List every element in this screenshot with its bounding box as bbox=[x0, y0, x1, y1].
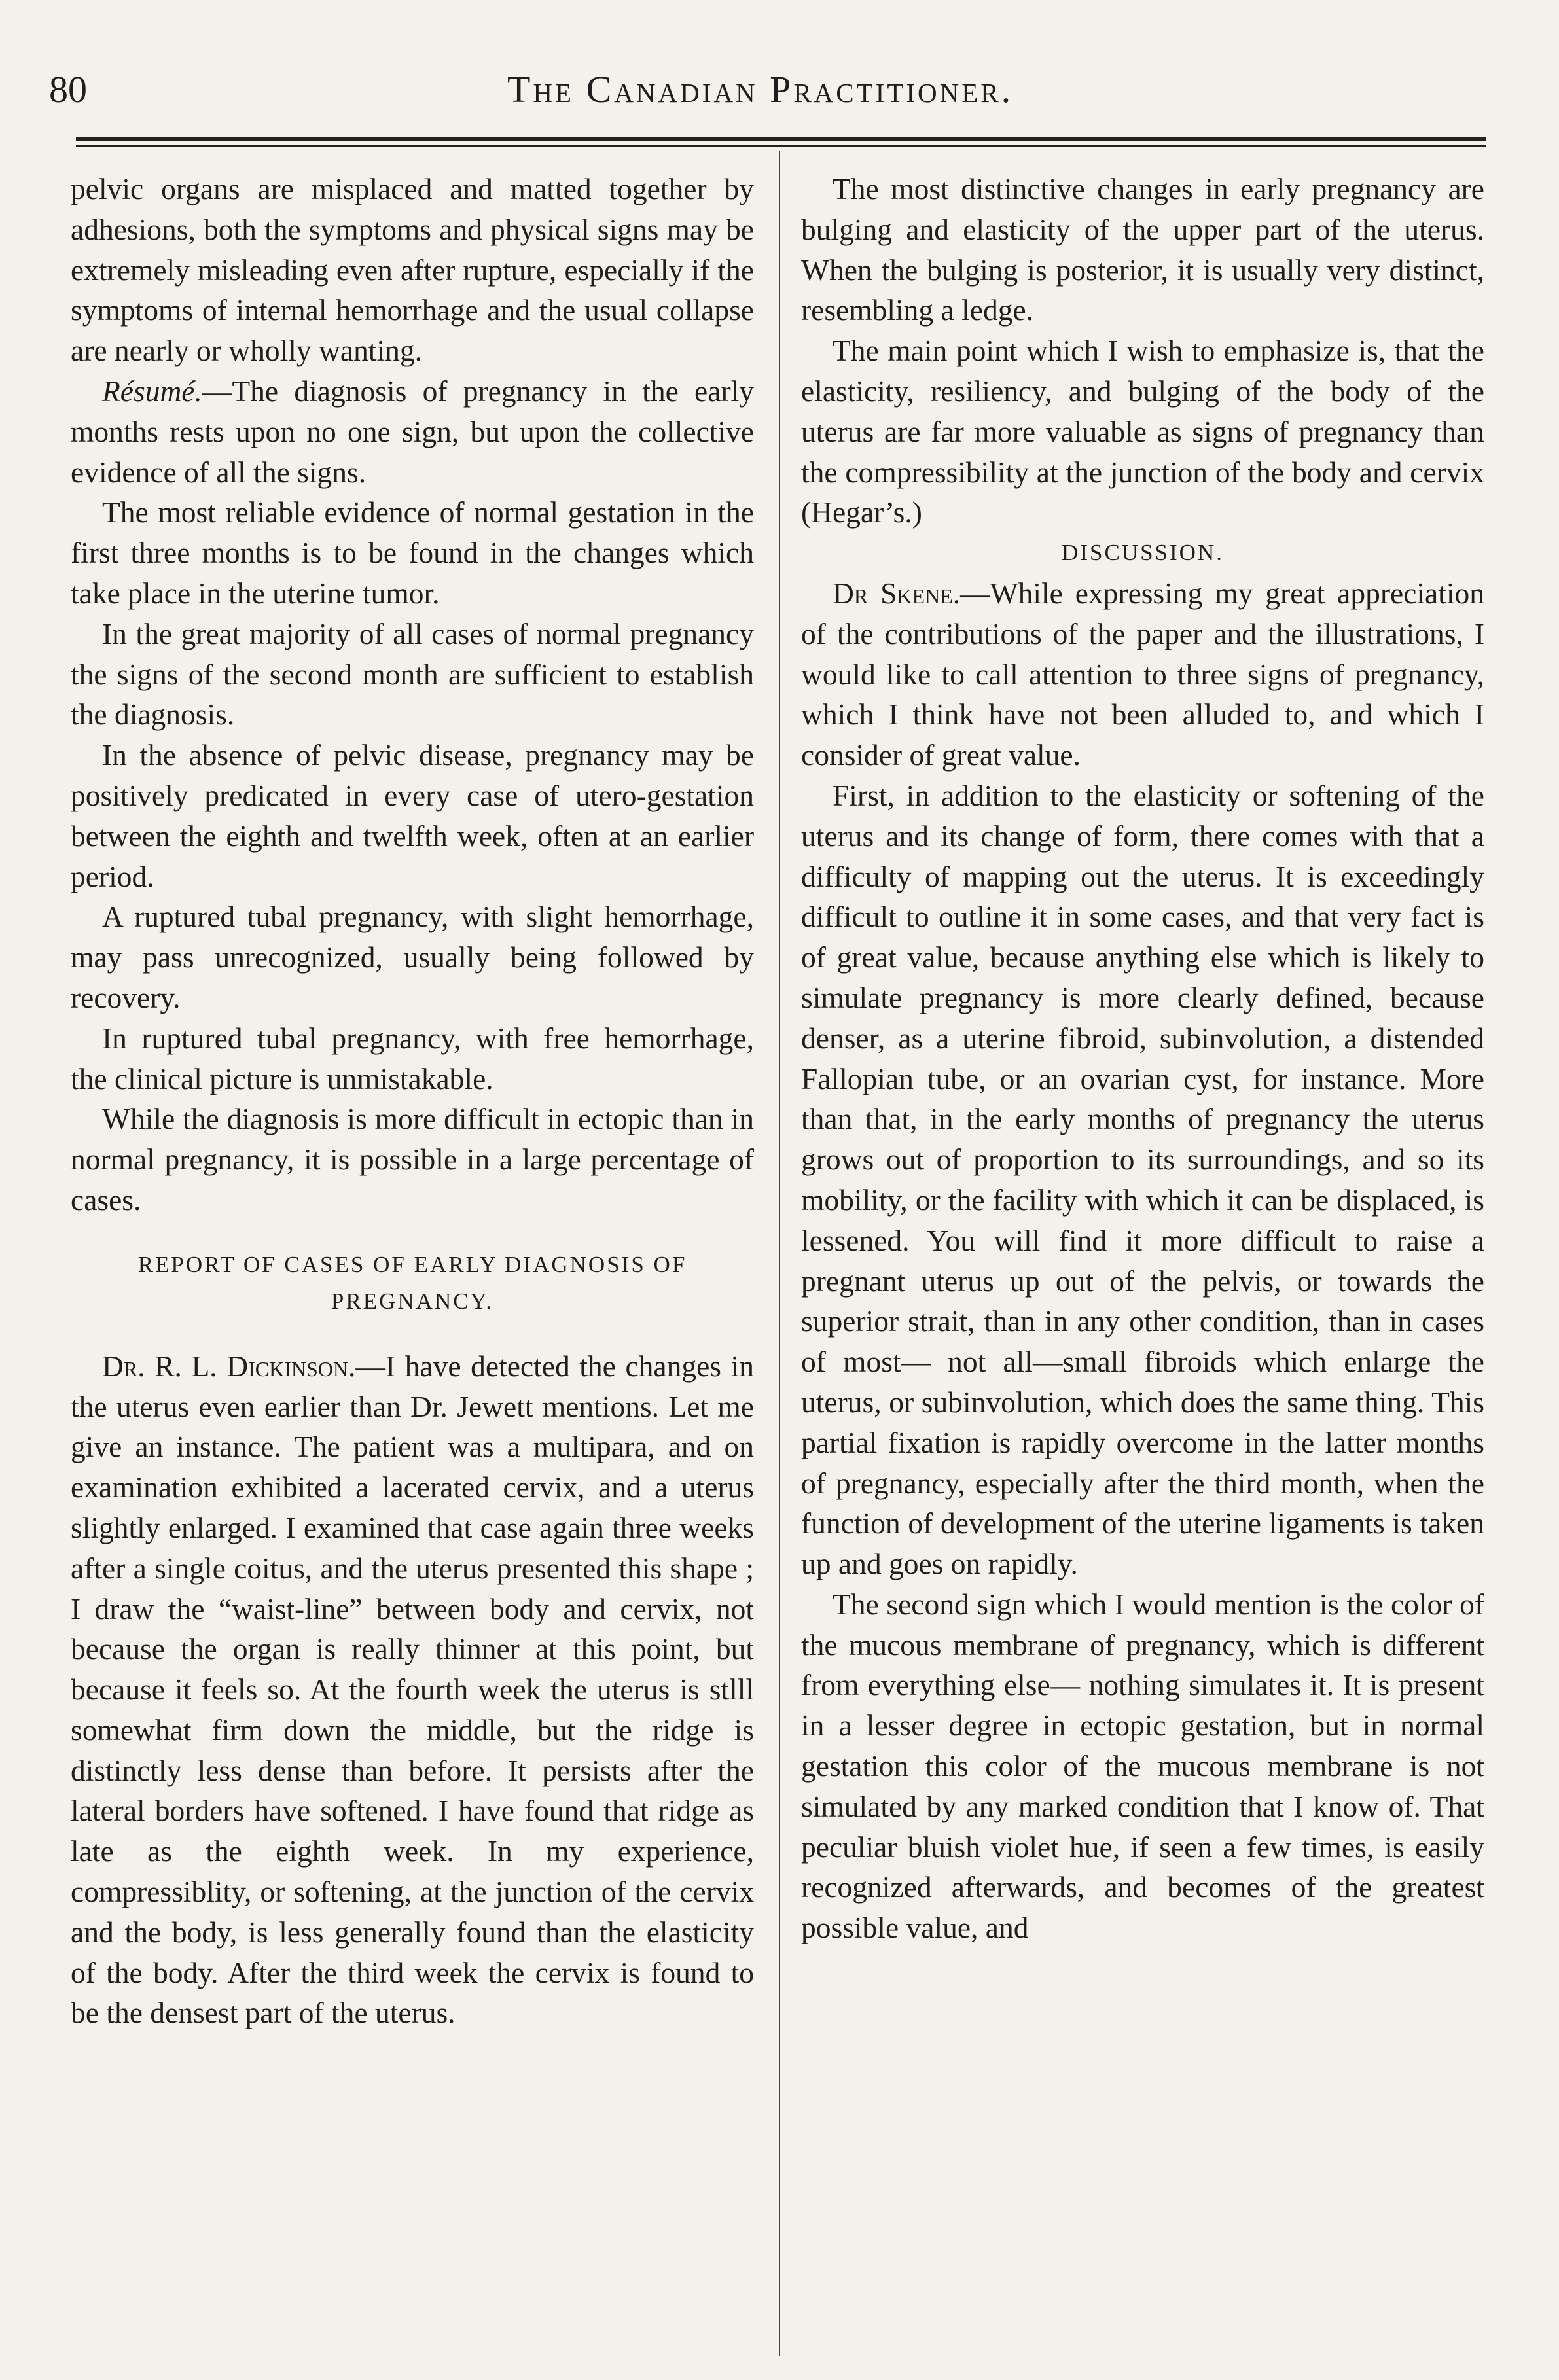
resume-text: —The diagnosis of pregnancy in the early months rests upon no one sign, but upon the collective evidence of all the signs. bbox=[71, 374, 754, 489]
page-number: 80 bbox=[49, 68, 87, 111]
header-rule-thick bbox=[76, 137, 1486, 141]
left-column bbox=[71, 169, 754, 2033]
paragraph: The second sign which I would mention is the color of the mucous membrane of pregnancy, which is different from everything else— nothing simulates it. It is present in a lesser degree in ectopic gestation, but in normal gestation this color of the mucous membrane is not simulated by any marked condition that I know of. That peculiar bluish violet hue, if seen a few times, is easily recognized afterwards, and becomes of the greatest possible value, and bbox=[801, 1587, 1484, 1945]
paragraph-dickinson bbox=[71, 1346, 754, 2034]
speaker-text: —I have detected the changes in the uterus even earlier than Dr. Jewett mentions. Let me give an instance. The patient was a multipara, and on examination exhibited a lacerated cervix, and a uterus slightly enlarged. I examined that case again three weeks after a single coitus, and the uterus presented this shape ; I draw the “waist-line” between body and cervix, not because the organ is really thinner at this point, but because it feels so. At the fourth week the uterus is stlll somewhat firm down the middle, but the ridge is distinctly less dense than before. It persists after the lateral borders have softened. I have found that ridge as late as the eighth week. In my experience, compressiblity, or softening, at the junction of the cervix and the body, is less generally found than the elasticity of the body. After the third week the cervix is found to be the densest part of the uterus. bbox=[71, 1349, 755, 2030]
speaker-name: Dr Skene. bbox=[833, 576, 961, 610]
running-header bbox=[49, 60, 1489, 119]
paragraph: In ruptured tubal pregnancy, with free hemorrhage, the clinical picture is unmistakable. bbox=[71, 1021, 754, 1095]
resume-lead: Résumé. bbox=[102, 374, 202, 408]
speaker-text: —While expressing my great appreciation of the contributions of the paper and the illustrations, I would like to call attention to three signs of pregnancy, which I think have not been alluded to, and which I consider of great value. bbox=[801, 576, 1485, 772]
column-divider bbox=[779, 151, 780, 2356]
paragraph: In the great majority of all cases of normal pregnancy the signs of the second month are sufficient to establish the diagnosis. bbox=[71, 616, 754, 732]
paragraph-resume bbox=[71, 371, 754, 492]
paragraph: The main point which I wish to emphasize is, that the elasticity, resiliency, and bulging of the body of the uterus are far more valuable as signs of pregnancy than the compressibility at the junction of the body and cervix (Hegar’s.) bbox=[801, 334, 1484, 529]
header-rule-thin bbox=[76, 145, 1486, 147]
right-column bbox=[801, 169, 1484, 1948]
paragraph: In the absence of pelvic disease, pregnancy may be positively predicated in every case of utero-gestation between the eighth and twelfth week, often at an earlier period. bbox=[71, 738, 754, 893]
paragraph: While the diagnosis is more difficult in ectopic than in normal pregnancy, it is possible in a large percentage of cases. bbox=[71, 1102, 754, 1217]
speaker-name: Dr. R. L. Dickinson. bbox=[102, 1349, 356, 1383]
paragraph: The most reliable evidence of normal gestation in the first three months is to be found in the changes which take place in the uterine tumor. bbox=[71, 495, 754, 610]
section-heading: REPORT OF CASES OF EARLY DIAGNOSIS OF PREGNANCY. bbox=[137, 1251, 687, 1314]
paragraph: A ruptured tubal pregnancy, with slight hemorrhage, may pass unrecognized, usually being followed by recovery. bbox=[71, 900, 754, 1014]
paragraph: pelvic organs are misplaced and matted together by adhesions, both the symptoms and physical signs may be extremely misleading even after rupture, especially if the symptoms of internal hemorrhage and the usual collapse are nearly or wholly wanting. bbox=[71, 172, 754, 368]
running-title: The Canadian Practitioner. bbox=[507, 68, 1014, 111]
discussion-heading: DISCUSSION. bbox=[1062, 540, 1224, 566]
paragraph-skene bbox=[801, 573, 1484, 775]
paragraph: The most distinctive changes in early pregnancy are bulging and elasticity of the upper part of the uterus. When the bulging is posterior, it is usually very distinct, resembling a ledge. bbox=[801, 172, 1484, 327]
paragraph: First, in addition to the elasticity or softening of the uterus and its change of form, there comes with that a difficulty of mapping out the uterus. It is exceedingly difficult to outline it in some cases, and that very fact is of great value, because anything else which is likely to simulate pregnancy is more clearly defined, because denser, as a uterine fibroid, subinvolution, a distended Fallopian tube, or an ovarian cyst, for instance. More than that, in the early months of pregnancy the uterus grows out of proportion to its surroundings, and so its mobility, or the facility with which it can be displaced, is lessened. You will find it more difficult to raise a pregnant uterus up out of the pelvis, or towards the superior strait, than in any other condition, than in cases of most— not all—small fibroids which enlarge the uterus, or subinvolution, which does the same thing. This partial fixation is rapidly overcome in the latter months of pregnancy, especially after the third month, when the function of development of the uterine ligaments is taken up and goes on rapidly. bbox=[801, 778, 1484, 1581]
